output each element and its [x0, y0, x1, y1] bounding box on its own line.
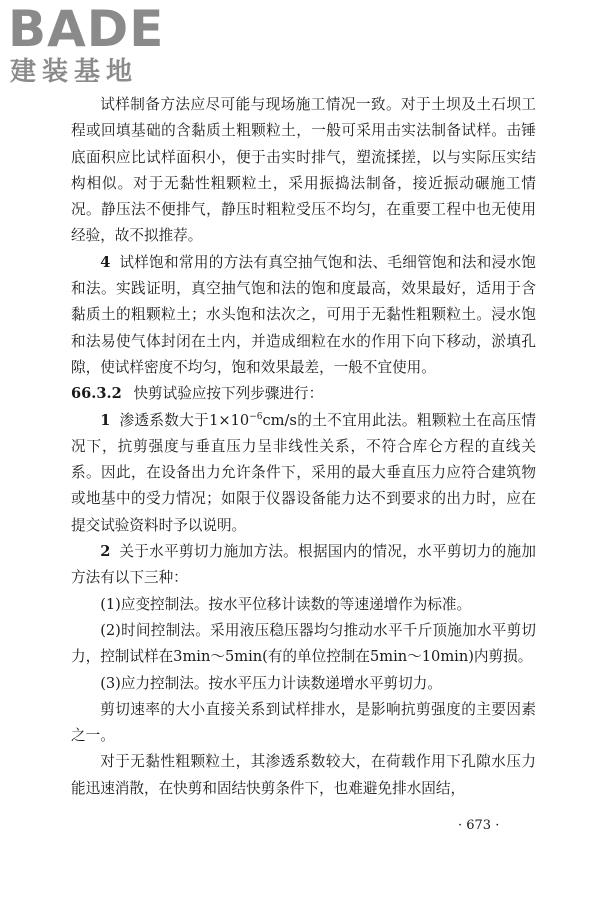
- section-title: 快剪试验应按下列步骤进行：: [133, 385, 324, 403]
- paragraph-method-stress-control: [71, 671, 536, 697]
- section-number: 66.3.2: [71, 385, 122, 403]
- paragraph-item-2-shear-force: [71, 539, 536, 592]
- paragraph-shear-rate: [71, 697, 536, 750]
- paragraph-item-1-permeability: [71, 408, 536, 539]
- bade-logo: [8, 0, 178, 88]
- exponent: −6: [249, 411, 263, 422]
- paragraph-text-part-2: cm/s的土不宜用此法。粗颗粒土在高压情况下，抗剪强度与垂直压力呈非线性关系，不符合库仑方程的直线关系。因此，在设备出力允许条件下，采用的最大垂直压力应符合建筑物或地基中的受力情况；如限于仪器设备能力达不到要求的出力时，应在提交试验资料时予以说明。: [71, 411, 537, 534]
- page-number: · 673 ·: [458, 818, 500, 833]
- paragraph-text: 试样制备方法应尽可能与现场施工情况一致。对于土坝及土石坝工程或回填基础的含黏质土粗颗粒土，一般可采用击实法制备试样。击锤底面积应比试样面积小，便于击实时排气，塑流揉搓，以与实际压实结构相似。对于无黏性粗颗粒土，采用振捣法制备，接近振动碾施工情况。静压法不便排气，静压时粗粒受压不均匀，在重要工程中也无使用经验，故不拟推荐。: [71, 96, 536, 245]
- paragraph-text: 对于无黏性粗颗粒土，其渗透系数较大，在荷载作用下孔隙水压力能迅速消散，在快剪和固结快剪条件下，也难避免排水固结，: [71, 753, 536, 797]
- paragraph-method-time-control: [71, 618, 536, 671]
- paragraph-cohesionless-soil: [71, 749, 536, 802]
- logo-subtitle-text: 建装基地: [10, 57, 139, 87]
- paragraph-text: 试样饱和常用的方法有真空抽气饱和法、毛细管饱和法和浸水饱和法。实践证明，真空抽气饱和法的饱和度最高，效果最好，适用于含黏质土的粗颗粒土；水头饱和法次之，可用于无黏性粗颗粒土。浸水饱和法易使气体封闭在土内，并造成细粒在水的作用下向下移动，淤填孔隙，使试样密度不均匀，饱和效果最差，一般不宜使用。: [71, 253, 536, 376]
- paragraph-text: 关于水平剪切力施加方法。根据国内的情况，水平剪切力的施加方法有以下三种：: [71, 543, 536, 587]
- paragraph-text: (3)应力控制法。按水平压力计读数递增水平剪切力。: [100, 674, 442, 692]
- paragraph-method-strain-control: [71, 592, 536, 618]
- paragraph-text: 剪切速率的大小直接关系到试样排水，是影响抗剪强度的主要因素之一。: [71, 700, 536, 745]
- paragraph-sample-preparation: [71, 92, 536, 250]
- paragraph-item-4-saturation: [71, 250, 536, 381]
- logo-brand-text: BADE: [8, 0, 165, 58]
- paragraph-text: (2)时间控制法。采用液压稳压器均匀推动水平千斤顶施加水平剪切力，控制试样在3min～5min(有的单位控制在5min～10min)内剪损。: [71, 621, 536, 666]
- section-heading-66-3-2: [71, 381, 536, 407]
- item-number: 1: [100, 411, 111, 429]
- paragraph-text-part-1: 渗透系数大于1×10: [119, 411, 250, 429]
- item-number: 4: [100, 253, 111, 271]
- item-number: 2: [100, 543, 111, 561]
- document-body: [71, 92, 536, 802]
- paragraph-text: (1)应变控制法。按水平位移计读数的等速递增作为标准。: [100, 595, 472, 613]
